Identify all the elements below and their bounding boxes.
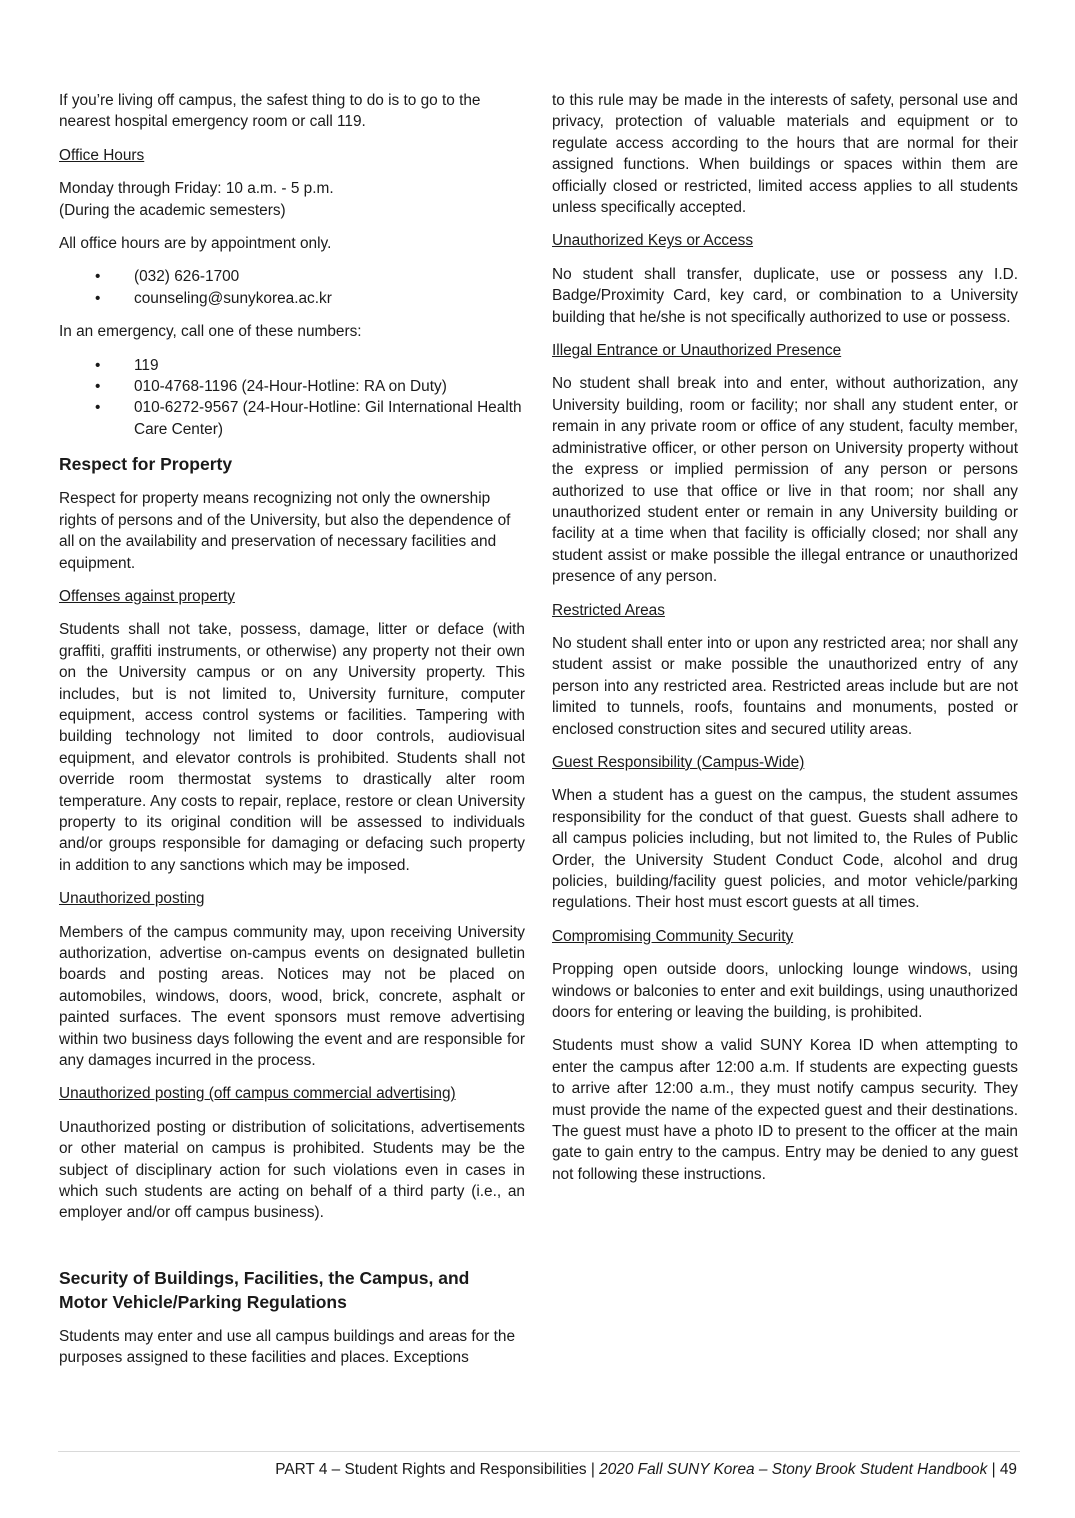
office-hours-note: (During the academic semesters) xyxy=(59,201,286,219)
office-hours-heading: Office Hours xyxy=(59,146,145,164)
security-paragraph: Students may enter and use all campus buildings and areas for the purposes assigned to these facilities and places. Exceptions xyxy=(59,1327,516,1367)
posting-off-paragraph: Unauthorized posting or distribution of solicitations, advertisements or other material on campus is prohibited. Students may be the subject of disciplinary action for such violations even in cases in which such students are acting on behalf of a third party (i.e., an employer and/or off campus business). xyxy=(59,1118,525,1222)
emergency-number: • 010-6272-9567 (24-Hour-Hotline: Gil International Health Care Center) xyxy=(59,397,525,440)
contact-phone: • (032) 626-1700 xyxy=(59,266,525,287)
keys-paragraph: No student shall transfer, duplicate, use or possess any I.D. Badge/Proximity Card, key card, or combination to a University building that he/she is not specifically authorized to use or possess. xyxy=(552,265,1018,326)
emergency-intro: In an emergency, call one of these numbers: xyxy=(59,323,362,341)
continued-paragraph: to this rule may be made in the interests of safety, personal use and privacy, protection of valuable materials and equipment or to regulate access according to the hours that are normal for their assigned functions. When buildings or spaces within them are officially closed or restricted, limited access applies to all students unless specifically accepted. xyxy=(552,92,1018,217)
illegal-paragraph: No student shall break into and enter, without authorization, any University building, room or facility; nor shall any student enter, or remain in any private room or office of any student, faculty member, administrative officer, or other person on University property without the express or implied permission of any person or persons authorized to use that office or live in that room; nor shall any unauthorized student enter or remain in any University building or facility at a time when that facility is officially closed; nor shall any student assist or make possible the illegal entrance or unauthorized presence of any person. xyxy=(552,375,1018,586)
page-footer xyxy=(275,1459,1017,1480)
restricted-paragraph: No student shall enter into or upon any restricted area; nor shall any student assist or make possible the unauthorized entry of any person into any restricted area. Restricted areas include but are not limited to tunnels, roofs, fountains and monuments, posted or enclosed construction sites and secured utility areas. xyxy=(552,634,1018,738)
emergency-list xyxy=(59,355,525,441)
guest-heading: Guest Responsibility (Campus-Wide) xyxy=(552,753,805,771)
posting-paragraph: Members of the campus community may, upon receiving University authorization, advertise on-campus events on designated bulletin boards and posting areas. Notices may not be placed on automobiles, windows, doors, wood, brick, concrete, asphalt or painted surfaces. The event sponsors must remove advertising within two business days following the event and are responsible for any damages incurred in the process. xyxy=(59,923,525,1070)
security-heading-line: Security of Buildings, Facilities, the Campus, and xyxy=(59,1267,470,1288)
contact-list xyxy=(59,266,525,309)
left-column xyxy=(59,90,525,1381)
respect-heading: Respect for Property xyxy=(59,454,233,475)
keys-heading: Unauthorized Keys or Access xyxy=(552,232,754,250)
offenses-paragraph: Students shall not take, possess, damage, litter or deface (with graffiti, graffiti instruments, or otherwise) any property not their own on the University campus or on any University property. This includes, but is not limited to, University furniture, computer equipment, access control systems or facilities. Tampering with building technology not limited to door controls, audiovisual equipment, and elevator controls is prohibited. Students shall not override room thermostat systems to drastically alter room temperature. Any costs to repair, replace, restore or clean University property to its original condition will be assessed to individuals and/or groups responsible for damaging or defacing such property in addition to any sanctions which may be imposed. xyxy=(59,621,525,874)
page-number: 49 xyxy=(999,1461,1017,1478)
emergency-number: • 119 xyxy=(59,355,525,376)
spacer xyxy=(59,1236,525,1262)
emergency-number: • 010-4768-1196 (24-Hour-Hotline: RA on Duty) xyxy=(59,376,525,397)
posting-off-heading: Unauthorized posting (off campus commercial advertising) xyxy=(59,1085,456,1103)
id-paragraph: Students must show a valid SUNY Korea ID when attempting to enter the campus after 12:00 a.m. If students are expecting guests to arrive after 12:00 a.m., they must notify campus security. They must provide the name of the expected guest and their destinations. The guest must have a photo ID to present to the officer at the main gate to gain entry to the campus. Entry may be denied to any guest not following these instructions. xyxy=(552,1037,1018,1183)
compromising-heading: Compromising Community Security xyxy=(552,927,794,945)
right-column xyxy=(552,90,1018,1197)
office-hours-paragraph xyxy=(59,178,525,221)
compromising-paragraph: Propping open outside doors, unlocking lounge windows, using windows or balconies to enter and exit buildings, using unauthorized doors for entering or leaving the building, is prohibited. xyxy=(552,961,1018,1022)
footer-part: PART 4 – Student Rights and Responsibilities | xyxy=(275,1461,600,1478)
illegal-heading: Illegal Entrance or Unauthorized Presence xyxy=(552,342,842,360)
restricted-heading: Restricted Areas xyxy=(552,601,665,619)
offenses-heading: Offenses against property xyxy=(59,587,235,605)
respect-paragraph: Respect for property means recognizing not only the ownership rights of persons and of the University, but also the dependence of all on the availability and preservation of necessary facilities and equipment. xyxy=(59,490,511,572)
footer-divider xyxy=(58,1451,1020,1452)
appointment-note: All office hours are by appointment only. xyxy=(59,235,332,253)
security-heading xyxy=(59,1266,525,1314)
posting-heading: Unauthorized posting xyxy=(59,890,205,908)
guest-paragraph: When a student has a guest on the campus, the student assumes responsibility for the conduct of that guest. Guests shall adhere to all campus policies including, but not limited to, the Rules of Public Order, the University Student Conduct Code, alcohol and drug policies, building/facility guest policies, and motor vehicle/parking regulations. Their host must escort guests at all times. xyxy=(552,787,1018,912)
contact-email: • counseling@sunykorea.ac.kr xyxy=(59,288,525,309)
footer-separator: | xyxy=(987,1461,1000,1478)
footer-handbook-title: 2020 Fall SUNY Korea – Stony Brook Student Handbook xyxy=(599,1461,988,1478)
security-heading-line: Motor Vehicle/Parking Regulations xyxy=(59,1291,347,1312)
office-hours-line: Monday through Friday: 10 a.m. - 5 p.m. xyxy=(59,180,334,198)
offcampus-paragraph: If you’re living off campus, the safest thing to do is to go to the nearest hospital emergency room or call 119. xyxy=(59,92,481,131)
